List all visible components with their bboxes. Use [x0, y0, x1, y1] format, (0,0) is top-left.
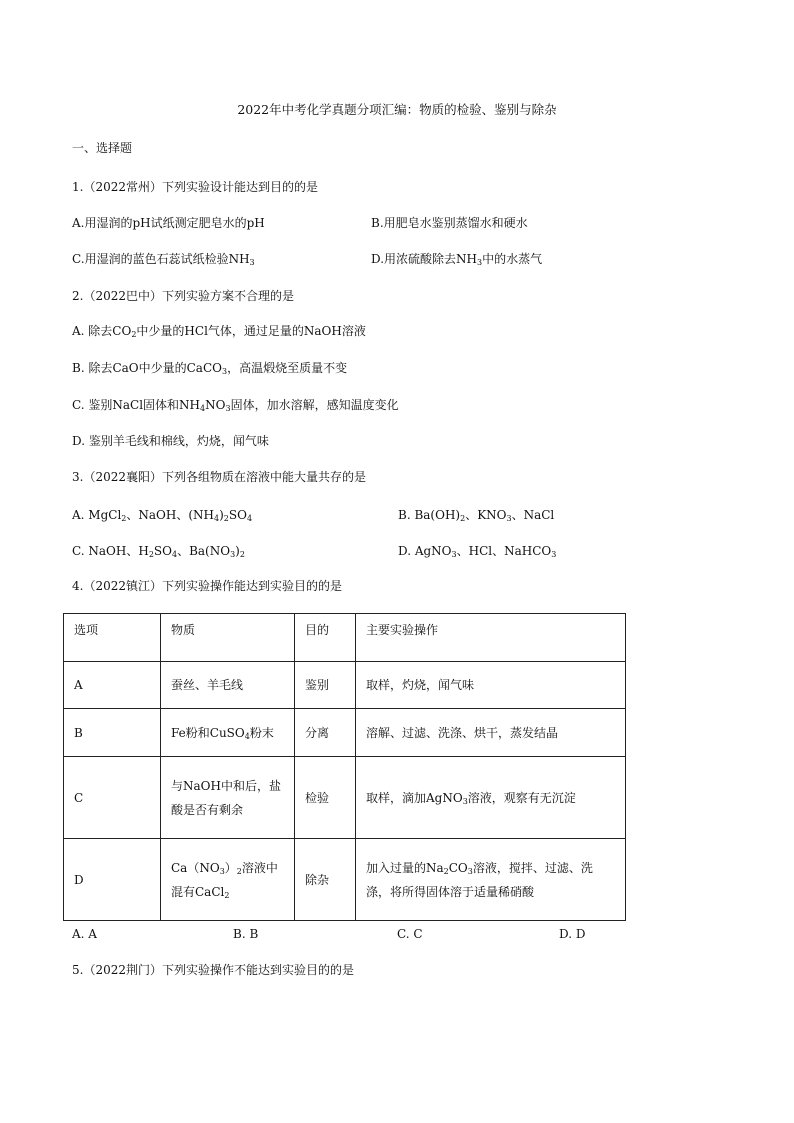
cell-option: C: [64, 757, 161, 839]
cell-purpose: 除杂: [295, 839, 356, 921]
q4-stem: 4.（2022镇江）下列实验操作能达到实验目的的是: [72, 579, 342, 593]
table-header-row: [64, 614, 626, 662]
cell-option: A: [64, 662, 161, 709]
q1-option-a: A.用湿润的pH试纸测定肥皂水的pH: [72, 216, 265, 230]
cell-purpose: 分离: [295, 709, 356, 757]
header-option: 选项: [64, 614, 161, 662]
cell-operation: 取样，灼烧，闻气味: [356, 662, 626, 709]
q3-option-c: C. NaOH、$H_2SO_4$、$Ba(NO_3)_2$: [72, 544, 245, 559]
table-row: [64, 757, 626, 839]
cell-option: D: [64, 839, 161, 921]
cell-option: B: [64, 709, 161, 757]
cell-operation: 取样，滴加AgNO$_3$溶液，观察有无沉淀: [356, 757, 626, 839]
cell-substance: 蚕丝、羊毛线: [161, 662, 295, 709]
q1-option-b: B.用肥皂水鉴别蒸馏水和硬水: [371, 216, 528, 230]
header-purpose: 目的: [295, 614, 356, 662]
header-operation: 主要实验操作: [356, 614, 626, 662]
q3-option-a: A. MgCl$_2$、NaOH、$(NH_4)_2SO_4$: [72, 508, 253, 523]
q1-stem: 1.（2022常州）下列实验设计能达到目的的是: [72, 180, 318, 194]
page-title: 2022年中考化学真题分项汇编：物质的检验、鉴别与除杂: [237, 102, 557, 117]
q2-option-c: C. 鉴别NaCl固体和$NH_4NO_3$固体，加水溶解，感知温度变化: [72, 398, 399, 413]
cell-substance: $Ca(NO_3)_2$溶液中 混有CaCl$_2$: [161, 839, 295, 921]
cell-purpose: 鉴别: [295, 662, 356, 709]
q5-stem: 5.（2022荆门）下列实验操作不能达到实验目的的是: [72, 963, 354, 977]
header-substance: 物质: [161, 614, 295, 662]
table-row: [64, 839, 626, 921]
section-heading: 一、选择题: [72, 141, 133, 155]
cell-operation: 加入过量的$Na_2CO_3$溶液，搅拌、过滤、洗 涤，将所得固体溶于适量稀硝酸: [356, 839, 626, 921]
table-row: [64, 709, 626, 757]
cell-purpose: 检验: [295, 757, 356, 839]
q2-option-a: A. 除去$CO_2$中少量的HCl气体，通过足量的NaOH溶液: [72, 324, 366, 339]
q3-stem: 3.（2022襄阳）下列各组物质在溶液中能大量共存的是: [72, 470, 366, 484]
q4-answer-c: C. C: [397, 927, 423, 941]
cell-operation: 溶解、过滤、洗涤、烘干，蒸发结晶: [356, 709, 626, 757]
q1-option-c: C.用湿润的蓝色石蕊试纸检验$NH_3$: [72, 252, 255, 267]
cell-substance: 与NaOH中和后，盐 酸是否有剩余: [161, 757, 295, 839]
q2-option-b: B. 除去CaO中少量的CaCO$_3$，高温煅烧至质量不变: [72, 361, 348, 376]
q3-option-d: D. AgNO$_3$、HCl、NaHCO$_3$: [398, 544, 557, 559]
q4-table: [63, 613, 626, 921]
q4-answer-b: B. B: [233, 927, 259, 941]
q3-option-b: B. $Ba(OH)_2$、$KNO_3$、NaCl: [398, 508, 555, 523]
cell-substance: Fe粉和CuSO$_4$粉末: [161, 709, 295, 757]
q2-option-d: D. 鉴别羊毛线和棉线，灼烧，闻气味: [72, 434, 269, 448]
q2-stem: 2.（2022巴中）下列实验方案不合理的是: [72, 289, 294, 303]
q4-answer-d: D. D: [559, 927, 586, 941]
table-row: [64, 662, 626, 709]
q4-answer-a: A. A: [72, 927, 97, 941]
q1-option-d: D.用浓硫酸除去$NH_3$中的水蒸气: [371, 252, 543, 267]
